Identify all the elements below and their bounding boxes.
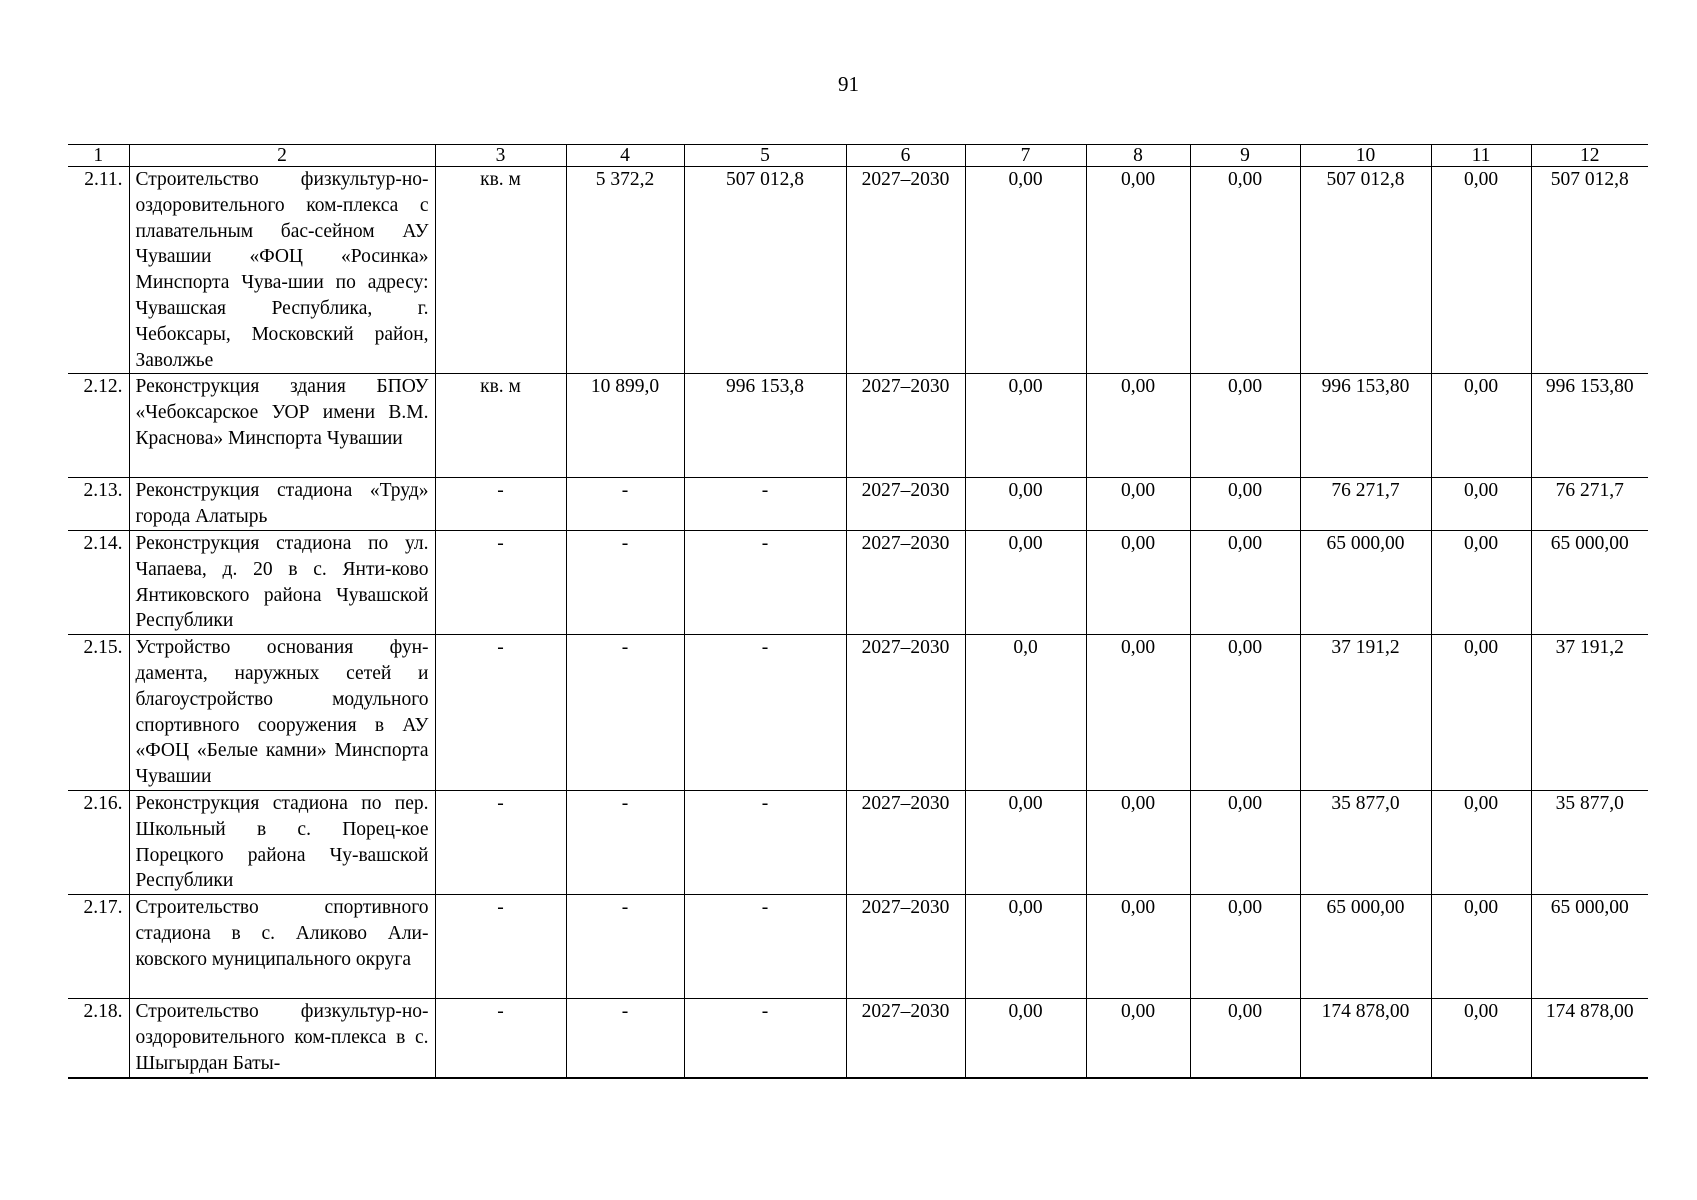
- value-cell: 0,00: [1431, 895, 1531, 999]
- object-name: Реконструкция стадиона «Труд» города Алатырь: [129, 478, 435, 531]
- unit-cell: -: [435, 999, 566, 1078]
- period-cell: 2027–2030: [846, 999, 965, 1078]
- value-cell: 35 877,0: [1300, 790, 1431, 894]
- column-header: 3: [435, 145, 566, 167]
- unit-cell: кв. м: [435, 374, 566, 478]
- value-cell: 0,00: [1190, 478, 1300, 531]
- table-row: [68, 374, 1648, 478]
- value-cell: 65 000,00: [1531, 530, 1648, 634]
- cost-cell: -: [684, 530, 846, 634]
- value-cell: 0,00: [1086, 478, 1190, 531]
- row-number: 2.14.: [68, 530, 129, 634]
- value-cell: 0,00: [1431, 478, 1531, 531]
- capacity-cell: -: [566, 530, 684, 634]
- column-header: 4: [566, 145, 684, 167]
- cost-cell: 507 012,8: [684, 167, 846, 374]
- object-name: Реконструкция стадиона по пер. Школьный в с. Порец-кое Порецкого района Чу-вашской Республики: [129, 790, 435, 894]
- value-cell: 35 877,0: [1531, 790, 1648, 894]
- value-cell: 0,00: [1190, 530, 1300, 634]
- period-cell: 2027–2030: [846, 530, 965, 634]
- column-header: 1: [68, 145, 129, 167]
- value-cell: 0,00: [1431, 635, 1531, 791]
- value-cell: 996 153,80: [1300, 374, 1431, 478]
- value-cell: 174 878,00: [1300, 999, 1431, 1078]
- period-cell: 2027–2030: [846, 790, 965, 894]
- value-cell: 0,00: [965, 374, 1086, 478]
- capacity-cell: 5 372,2: [566, 167, 684, 374]
- unit-cell: -: [435, 790, 566, 894]
- value-cell: 0,00: [965, 790, 1086, 894]
- column-header: 11: [1431, 145, 1531, 167]
- table-row: [68, 530, 1648, 634]
- value-cell: 507 012,8: [1300, 167, 1431, 374]
- value-cell: 0,00: [1086, 790, 1190, 894]
- cost-cell: -: [684, 895, 846, 999]
- row-number: 2.16.: [68, 790, 129, 894]
- unit-cell: -: [435, 530, 566, 634]
- period-cell: 2027–2030: [846, 167, 965, 374]
- value-cell: 0,00: [1086, 635, 1190, 791]
- column-header: 8: [1086, 145, 1190, 167]
- value-cell: 0,00: [965, 999, 1086, 1078]
- cost-cell: -: [684, 790, 846, 894]
- value-cell: 76 271,7: [1531, 478, 1648, 531]
- value-cell: 996 153,80: [1531, 374, 1648, 478]
- table-row: [68, 478, 1648, 531]
- value-cell: 0,00: [965, 478, 1086, 531]
- row-number: 2.12.: [68, 374, 129, 478]
- table-row: [68, 790, 1648, 894]
- value-cell: 0,00: [1431, 374, 1531, 478]
- cost-cell: -: [684, 478, 846, 531]
- object-name: Устройство основания фун-дамента, наружных сетей и благоустройство модульного спортивного сооружения в АУ «ФОЦ «Белые камни» Минспорта Чувашии: [129, 635, 435, 791]
- value-cell: 76 271,7: [1300, 478, 1431, 531]
- value-cell: 37 191,2: [1300, 635, 1431, 791]
- capacity-cell: -: [566, 635, 684, 791]
- table-row: [68, 167, 1648, 374]
- cost-cell: -: [684, 999, 846, 1078]
- value-cell: 65 000,00: [1300, 530, 1431, 634]
- row-number: 2.18.: [68, 999, 129, 1078]
- page-number: 91: [838, 72, 859, 96]
- value-cell: 0,00: [965, 167, 1086, 374]
- value-cell: 0,00: [1086, 167, 1190, 374]
- unit-cell: кв. м: [435, 167, 566, 374]
- row-number: 2.17.: [68, 895, 129, 999]
- period-cell: 2027–2030: [846, 478, 965, 531]
- column-header: 10: [1300, 145, 1431, 167]
- capacity-cell: -: [566, 790, 684, 894]
- row-number: 2.11.: [68, 167, 129, 374]
- value-cell: 65 000,00: [1300, 895, 1431, 999]
- value-cell: 65 000,00: [1531, 895, 1648, 999]
- row-number: 2.13.: [68, 478, 129, 531]
- value-cell: 0,00: [1431, 999, 1531, 1078]
- value-cell: 0,00: [1431, 167, 1531, 374]
- period-cell: 2027–2030: [846, 895, 965, 999]
- value-cell: 0,00: [1431, 530, 1531, 634]
- value-cell: 0,00: [1190, 167, 1300, 374]
- value-cell: 0,00: [1086, 374, 1190, 478]
- capacity-cell: -: [566, 999, 684, 1078]
- cost-cell: 996 153,8: [684, 374, 846, 478]
- capacity-cell: 10 899,0: [566, 374, 684, 478]
- value-cell: 174 878,00: [1531, 999, 1648, 1078]
- table-row: [68, 635, 1648, 791]
- unit-cell: -: [435, 895, 566, 999]
- object-name: Строительство физкультур-но-оздоровительного ком-плекса с плавательным бас-сейном АУ Чувашии «ФОЦ «Росинка» Минспорта Чува-шии по адресу: Чувашская Республика, г. Чебоксары, Московский район, Заволжье: [129, 167, 435, 374]
- table-row: [68, 999, 1648, 1078]
- cost-cell: -: [684, 635, 846, 791]
- object-name: Строительство спортивного стадиона в с. Аликово Али-ковского муниципального округа: [129, 895, 435, 999]
- value-cell: 0,0: [965, 635, 1086, 791]
- value-cell: 0,00: [1190, 895, 1300, 999]
- column-header: 7: [965, 145, 1086, 167]
- object-name: Реконструкция стадиона по ул. Чапаева, д. 20 в с. Янти-ково Янтиковского района Чувашской Республики: [129, 530, 435, 634]
- value-cell: 37 191,2: [1531, 635, 1648, 791]
- period-cell: 2027–2030: [846, 374, 965, 478]
- column-header: 12: [1531, 145, 1648, 167]
- value-cell: 507 012,8: [1531, 167, 1648, 374]
- header-row: [68, 145, 1648, 167]
- column-header: 9: [1190, 145, 1300, 167]
- capacity-cell: -: [566, 478, 684, 531]
- period-cell: 2027–2030: [846, 635, 965, 791]
- column-header: 6: [846, 145, 965, 167]
- value-cell: 0,00: [1086, 530, 1190, 634]
- value-cell: 0,00: [965, 530, 1086, 634]
- column-header: 5: [684, 145, 846, 167]
- value-cell: 0,00: [1086, 895, 1190, 999]
- value-cell: 0,00: [1431, 790, 1531, 894]
- unit-cell: -: [435, 635, 566, 791]
- value-cell: 0,00: [1190, 374, 1300, 478]
- table-row: [68, 895, 1648, 999]
- unit-cell: -: [435, 478, 566, 531]
- capacity-cell: -: [566, 895, 684, 999]
- data-table: [68, 144, 1648, 1079]
- object-name: Строительство физкультур-но-оздоровительного ком-плекса в с. Шыгырдан Баты-: [129, 999, 435, 1078]
- value-cell: 0,00: [1190, 999, 1300, 1078]
- column-header: 2: [129, 145, 435, 167]
- value-cell: 0,00: [1086, 999, 1190, 1078]
- row-number: 2.15.: [68, 635, 129, 791]
- value-cell: 0,00: [1190, 635, 1300, 791]
- value-cell: 0,00: [1190, 790, 1300, 894]
- value-cell: 0,00: [965, 895, 1086, 999]
- object-name: Реконструкция здания БПОУ «Чебоксарское УОР имени В.М. Краснова» Минспорта Чувашии: [129, 374, 435, 478]
